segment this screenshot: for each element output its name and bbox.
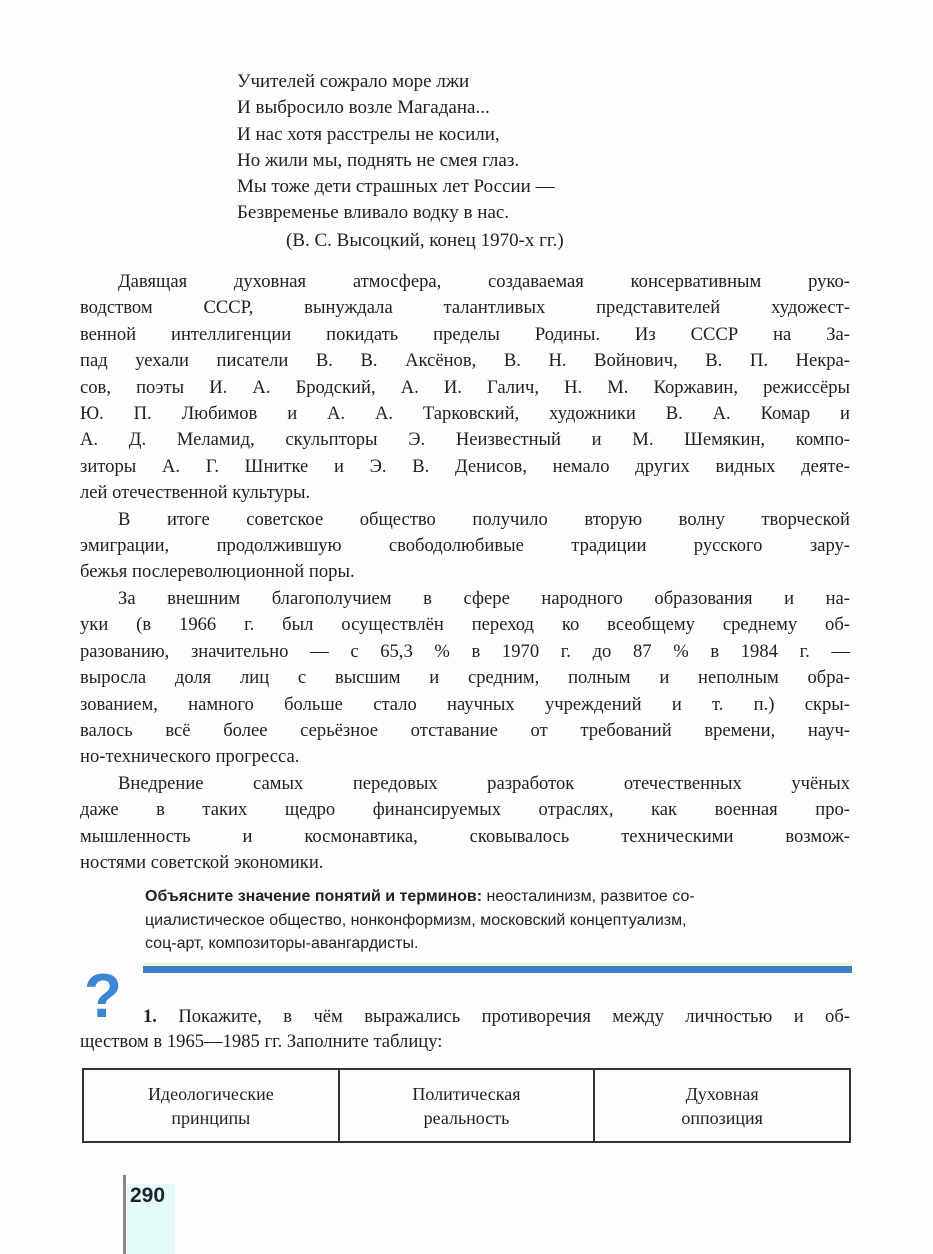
paragraph-line: Внедрение самых передовых разработок отечественных учёных — [118, 772, 850, 794]
paragraph-line: уки (в 1966 г. был осуществлён переход ко всеобщему среднему об- — [80, 614, 850, 636]
poem-line: Учителей сожрало море лжи — [237, 71, 470, 92]
paragraph-line: Давящая духовная атмосфера, создаваемая консервативным руко- — [118, 271, 850, 292]
margin-line — [123, 1175, 126, 1254]
paragraph-line: эмиграции, продолжившую свободолюбивые традиции русского зару- — [80, 535, 850, 557]
paragraph-line: выросла доля лиц с высшим и средним, полным и неполным обра- — [80, 667, 850, 689]
paragraph-line: сов, поэты И. А. Бродский, А. И. Галич, Н. М. Коржавин, режиссёры — [80, 376, 850, 398]
poem — [237, 69, 555, 227]
fill-in-table — [82, 1068, 851, 1143]
poem-line: Безвременье вливало водку в нас. — [237, 202, 510, 224]
page-number: 290 — [130, 1184, 166, 1207]
poem-line: Но жили мы, поднять не смея глаз. — [237, 149, 520, 171]
terms-text: неосталинизм, развитое со- — [482, 888, 695, 905]
poem-line: И нас хотя расстрелы не косили, — [237, 123, 500, 145]
question — [80, 1004, 850, 1054]
paragraph-line: но-технического прогресса. — [80, 746, 300, 768]
paragraph-line: даже в таких щедро финансируемых отраслях, как военная про- — [80, 799, 850, 821]
table-header-cell: Идеологические принципы — [83, 1069, 339, 1142]
paragraph-line: зованием, намного больше стало научных учреждений и т. п.) скры- — [80, 693, 850, 715]
paragraph-line: лей отечественной культуры. — [80, 482, 311, 504]
poem-line: И выбросило возле Магадана... — [237, 97, 490, 119]
question-mark-icon: ? — [84, 962, 122, 1031]
paragraph-line: разованию, значительно — с 65,3 % в 1970 г. до 87 % в 1984 г. — — [80, 640, 850, 662]
terms-label: Объясните значение понятий и терминов: — [145, 888, 483, 905]
paragraph-line: венной интеллигенции покидать пределы Родины. Из СССР на За- — [80, 323, 850, 345]
terms-text: соц-арт, композиторы-авангардисты. — [145, 935, 419, 952]
paragraph-line: зиторы А. Г. Шнитке и Э. В. Денисов, немало других видных деяте- — [80, 455, 850, 477]
paragraph-line: пад уехали писатели В. В. Аксёнов, В. Н. Войнович, В. П. Некра- — [80, 350, 850, 372]
question-number: 1. — [143, 1006, 157, 1027]
terms-text: циалистическое общество, нонконформизм, московский концептуализм, — [145, 911, 687, 929]
question-text: ществом в 1965—1985 гг. Заполните таблицу: — [80, 1031, 443, 1052]
paragraph-line: водством СССР, вынуждала талантливых представителей художест- — [80, 297, 850, 319]
table-header-cell: Духовная оппозиция — [594, 1069, 850, 1142]
divider-bar — [143, 966, 852, 973]
paragraph-line: валось всё более серьёзное отставание от требований времени, науч- — [80, 719, 850, 741]
paragraph-line: бежья послереволюционной поры. — [80, 561, 355, 583]
paragraph-line: ностями советской экономики. — [80, 851, 324, 873]
main-text — [80, 269, 850, 876]
question-text: Покажите, в чём выражались противоречия между личностью и об- — [156, 1006, 850, 1027]
paragraph-line: Ю. П. Любимов и А. А. Тарковский, художники В. А. Комар и — [80, 403, 850, 425]
poem-line: Мы тоже дети страшных лет России — — [237, 176, 555, 198]
paragraph-line: За внешним благополучием в сфере народного образования и на- — [118, 587, 850, 609]
table-header-cell: Политическая реальность — [339, 1069, 595, 1142]
paragraph-line: В итоге советское общество получило вторую волну творческой — [118, 508, 850, 530]
terms-box — [145, 885, 852, 956]
paragraph-line: А. Д. Меламид, скульпторы Э. Неизвестный и М. Шемякин, компо- — [80, 429, 850, 451]
poem-attribution: (В. С. Высоцкий, конец 1970-х гг.) — [286, 230, 564, 251]
paragraph-line: мышленность и космонавтика, сковывалось техническими возмож- — [80, 825, 850, 847]
